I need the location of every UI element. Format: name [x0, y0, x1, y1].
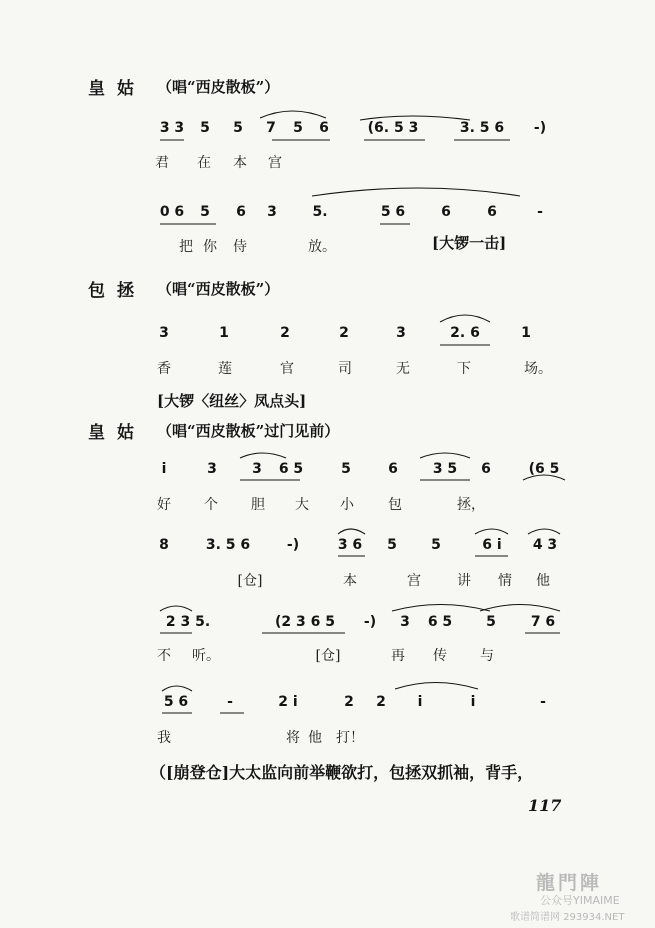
note: 5: [387, 537, 397, 553]
lyric-char: 拯，: [457, 497, 485, 513]
note: 3: [252, 461, 262, 477]
note: 2 i: [278, 694, 298, 710]
note: 6 i: [482, 537, 502, 553]
lyric-char: 好: [157, 497, 171, 513]
lyric-char: 无: [396, 361, 410, 377]
note: 5 6: [163, 694, 189, 710]
lyric-char: 打！: [336, 730, 364, 746]
note: 3: [267, 204, 277, 220]
watermark-logo: 龍門陣: [536, 872, 603, 894]
note: -: [540, 694, 546, 710]
lyric-char: [仓]: [237, 573, 263, 589]
lyric-char: 小: [340, 497, 354, 513]
tune-label: （唱“西皮散板”）: [157, 280, 280, 298]
note: 6 5: [427, 614, 453, 630]
note: 4 3: [532, 537, 558, 553]
note: i: [161, 461, 167, 477]
note: (6. 5 3: [367, 120, 419, 136]
note: 2: [339, 325, 349, 341]
stage-direction: （[崩登仓]大太监向前举鞭欲打，包拯双抓袖，背手，: [150, 763, 534, 782]
note: 6: [388, 461, 398, 477]
note: 3 6: [337, 537, 363, 553]
note: 7 6: [530, 614, 556, 630]
note: 5: [431, 537, 441, 553]
note: 2. 6: [450, 325, 480, 341]
lyric-char: 宫: [407, 573, 421, 589]
note: i: [470, 694, 476, 710]
note: (2 3 6 5: [275, 614, 335, 630]
lyric-char: 莲: [218, 361, 232, 377]
lyric-char: 与: [480, 648, 494, 664]
note: 5: [200, 204, 210, 220]
lyric-char: 胆: [251, 497, 265, 513]
lyric-char: 君: [155, 155, 169, 171]
note: 5: [200, 120, 210, 136]
note: 6: [441, 204, 451, 220]
watermark-text: 歌谱简谱网 293934.NET: [510, 912, 625, 923]
lyric-char: 再: [391, 648, 405, 664]
lyric-char: 官: [280, 361, 294, 377]
lyric-char: 将: [286, 730, 300, 746]
note: 0 6: [159, 204, 185, 220]
lyric-char: 下: [457, 361, 471, 377]
lyric-char: 大: [295, 497, 309, 513]
lyric-char: 不: [157, 648, 171, 664]
lyric-char: 他: [308, 730, 322, 746]
tune-label: （唱“西皮散板”）: [157, 78, 280, 96]
note: 1: [219, 325, 229, 341]
lyric-char: 讲: [457, 573, 471, 589]
note: 2 3 5.: [165, 614, 211, 630]
note: 3: [207, 461, 217, 477]
note: 6: [236, 204, 246, 220]
lyric-char: 场。: [524, 361, 552, 377]
lyric-char: 情: [498, 573, 512, 589]
note: -): [286, 537, 300, 553]
role-name: 包拯: [88, 281, 146, 301]
percussion-cue: [大锣一击]: [432, 234, 507, 252]
lyric-char: 在: [197, 155, 211, 171]
lyric-char: 宫: [268, 155, 282, 171]
role-name: 皇姑: [88, 423, 146, 443]
note: 3 3: [159, 120, 185, 136]
note: 3. 5 6: [205, 537, 251, 553]
lyric-char: 侍: [233, 239, 247, 255]
note: 7: [266, 120, 276, 136]
note: 6: [481, 461, 491, 477]
note: 5: [233, 120, 243, 136]
note: 3: [400, 614, 410, 630]
note: 6: [487, 204, 497, 220]
lyric-char: 香: [157, 361, 171, 377]
lyric-char: 我: [157, 730, 171, 746]
lyric-char: 你: [203, 239, 217, 255]
note: -: [537, 204, 543, 220]
lyric-char: [仓]: [315, 648, 341, 664]
tune-label: （唱“西皮散板”过门见前）: [157, 422, 340, 440]
role-name: 皇姑: [88, 79, 146, 99]
lyric-char: 把: [179, 239, 193, 255]
note: 3 5: [432, 461, 458, 477]
note: -): [533, 120, 547, 136]
note: 2: [280, 325, 290, 341]
note: i: [417, 694, 423, 710]
note: 8: [159, 537, 169, 553]
note: -: [227, 694, 233, 710]
note: 5: [341, 461, 351, 477]
note: 1: [521, 325, 531, 341]
note: 3: [159, 325, 169, 341]
lyric-char: 包: [388, 497, 402, 513]
lyric-char: 他: [536, 573, 550, 589]
note: -): [363, 614, 377, 630]
lyric-char: 本: [233, 155, 247, 171]
note: 3: [396, 325, 406, 341]
note: 2: [344, 694, 354, 710]
note: 5: [486, 614, 496, 630]
lyric-char: 本: [343, 573, 357, 589]
lyric-char: 听。: [192, 648, 220, 664]
lyric-char: 放。: [308, 239, 336, 255]
note: 5 6: [380, 204, 406, 220]
lyric-char: 司: [338, 361, 352, 377]
lyric-char: 个: [204, 497, 218, 513]
note: 3. 5 6: [459, 120, 505, 136]
watermark-text: 公众号YIMAIME: [540, 894, 620, 907]
note: 5: [293, 120, 303, 136]
note: (6 5: [528, 461, 560, 477]
note: 6: [319, 120, 329, 136]
percussion-cue: [大锣〈纽丝〉凤点头]: [157, 392, 307, 410]
lyric-char: 传: [433, 648, 447, 664]
page-number: 117: [528, 796, 562, 815]
note: 6 5: [278, 461, 304, 477]
note: 5.: [312, 204, 328, 220]
note: 2: [376, 694, 386, 710]
